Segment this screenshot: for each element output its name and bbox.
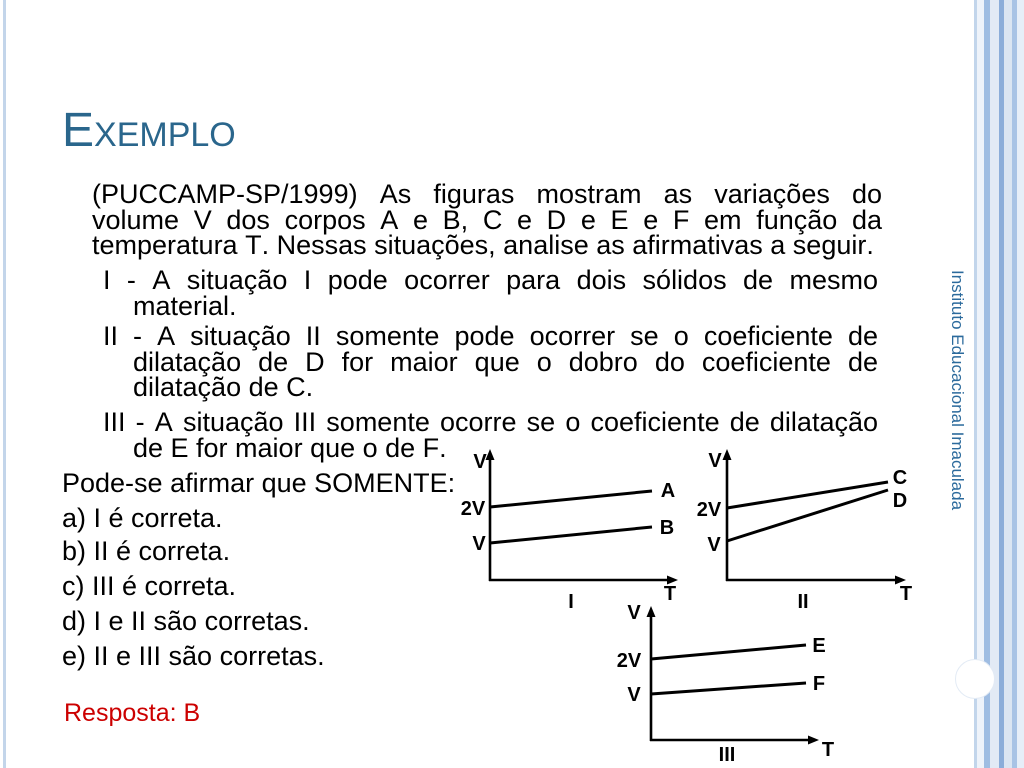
option-c: c) III é correta. [62, 571, 237, 601]
figure-caption: III [718, 744, 736, 766]
side-institution-text: Instituto Educacional Imaculada [948, 270, 967, 511]
option-d: d) I e II são corretas. [62, 606, 310, 636]
line-f [651, 683, 806, 694]
figure-i [450, 440, 690, 618]
x-axis-arrow-icon [808, 736, 819, 745]
y-axis-label: V [708, 450, 722, 472]
x-axis-label: T [821, 739, 835, 761]
line-b [490, 527, 652, 543]
y-axis-label: V [473, 451, 487, 473]
decorative-stripe [990, 0, 999, 768]
option-b: b) II é correta. [62, 536, 231, 566]
line-c [727, 482, 888, 508]
y-axis-label: V [627, 602, 641, 624]
line-a [490, 491, 652, 507]
line-label-b: B [659, 517, 675, 539]
x-axis-label: T [899, 583, 913, 605]
question-intro: (PUCCAMP-SP/1999) As figuras mostram as variações do volume V dos corpos A e B, C e D e E e F em função da temperatura T. Nessas situações, analise as afirmativas a seguir. [92, 179, 882, 261]
line-label-c: C [892, 467, 908, 489]
answer-text: Resposta: B [64, 699, 201, 727]
level-label-v: V [472, 533, 486, 555]
y-axis-arrow-icon [723, 449, 732, 460]
level-label-2v: 2V [616, 650, 642, 672]
decorative-circle [955, 659, 995, 699]
figure-caption: I [568, 591, 574, 613]
level-label-2v: 2V [460, 498, 486, 520]
line-label-d: D [892, 490, 908, 512]
level-label-2v: 2V [696, 499, 722, 521]
y-axis-arrow-icon [647, 606, 656, 617]
figure-ii [690, 440, 930, 618]
statement-iii: III - A situação III somente ocorre se o coeficiente de dilatação de E for maior que o de F. [103, 407, 878, 463]
decorative-stripe [1017, 0, 1024, 768]
line-e [651, 645, 806, 659]
line-label-a: A [660, 480, 676, 502]
decorative-stripe [1004, 0, 1012, 768]
figure-caption: II [797, 591, 809, 613]
option-e: e) II e III são corretas. [62, 641, 325, 671]
level-label-v: V [707, 534, 721, 556]
figure-iii [600, 598, 845, 768]
line-d [727, 490, 888, 541]
line-label-e: E [812, 635, 826, 657]
statement-i: I - A situação I pode ocorrer para dois sólidos de mesmo material. [103, 265, 878, 321]
question-prompt: Pode-se afirmar que SOMENTE: [62, 468, 456, 498]
level-label-v: V [627, 684, 641, 706]
y-axis-arrow-icon [486, 449, 495, 460]
line-label-f: F [812, 673, 826, 695]
decorative-stripe [977, 0, 984, 768]
statement-ii: II - A situação II somente pode ocorrer se o coeficiente de dilatação de D for maior que o dobro do coeficiente de dilatação de C. [103, 321, 878, 403]
x-axis-label: T [663, 583, 677, 605]
option-a: a) I é correta. [62, 503, 223, 533]
slide-title: Exemplo [62, 104, 236, 157]
decorative-left-line [3, 0, 6, 768]
